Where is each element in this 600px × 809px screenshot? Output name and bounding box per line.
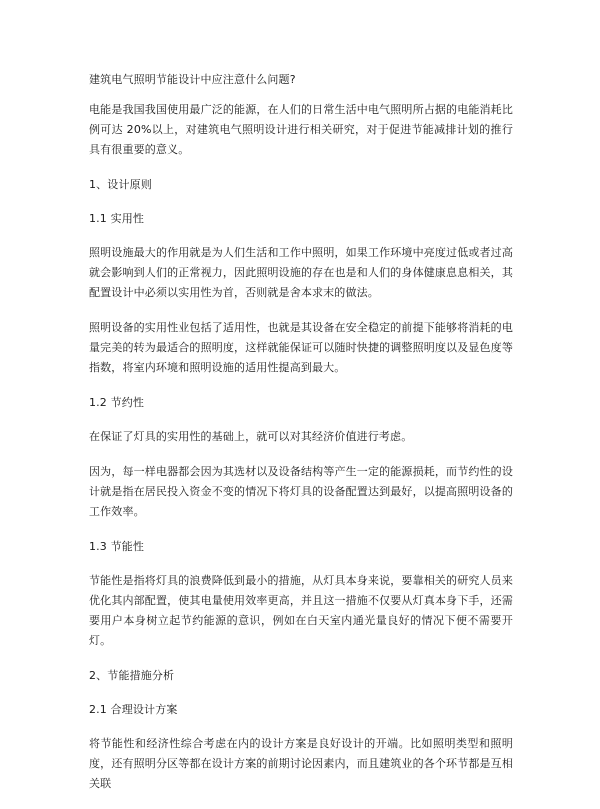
section-heading-energy-saving: 1.3 节能性: [89, 540, 145, 553]
document-title: 建筑电气照明节能设计中应注意什么问题?: [89, 73, 296, 86]
paragraph-economy-1: 在保证了灯具的实用性的基础上，就可以对其经济价值进行考虑。: [89, 430, 413, 443]
section-heading-practicality: 1.1 实用性: [89, 212, 145, 225]
paragraph-rational-design-1: 将节能性和经济性综合考虑在内的设计方案是良好设计的开端。比如照明类型和照明度，还有照明分区等都在设计方案的前期讨论因素内，而且建筑业的各个环节都是互相关联: [89, 737, 513, 790]
intro-paragraph: 电能是我国我国使用最广泛的能源，在人们的日常生活中电气照明所占据的电能消耗比例可达 20%以上，对建筑电气照明设计进行相关研究，对于促进节能减排计划的推行具有很重要的意义。: [89, 103, 513, 156]
section-heading-rational-design: 2.1 合理设计方案: [89, 703, 178, 716]
document-body: [89, 70, 513, 809]
paragraph-energy-saving-1: 节能性是指将灯具的浪费降低到最小的措施，从灯具本身来说，要靠相关的研究人员来优化其内部配置，使其电量使用效率更高，并且这一措施不仅要从灯真本身下手，还需要用户本身树立起节约能源的意识，例如在白天室内通光量良好的情况下便不需要开灯。: [89, 574, 513, 647]
section-heading-economy: 1.2 节约性: [89, 396, 145, 409]
section-heading-measures-analysis: 2、节能措施分析: [89, 669, 175, 682]
paragraph-practicality-1: 照明设施最大的作用就是为人们生活和工作中照明，如果工作环境中亮度过低或者过高就会影响到人们的正常视力，因此照明设施的存在也是和人们的身体健康息息相关，其配置设计中必须以实用性为首，否则就是舍本求末的做法。: [89, 246, 513, 299]
section-heading-design-principles: 1、设计原则: [89, 178, 152, 191]
paragraph-economy-2: 因为，每一样电器都会因为其选材以及设备结构等产生一定的能源损耗，而节约性的设计就是指在居民投入资金不变的情况下将灯具的设备配置达到最好，以提高照明设备的工作效率。: [89, 465, 513, 518]
paragraph-practicality-2: 照明设备的实用性业包括了适用性，也就是其设备在安全稳定的前提下能够将消耗的电量完美的转为最适合的照明度，这样就能保证可以随时快捷的调整照明度以及显色度等指数，将室内环境和照明设施的适用性提高到最大。: [89, 321, 513, 374]
